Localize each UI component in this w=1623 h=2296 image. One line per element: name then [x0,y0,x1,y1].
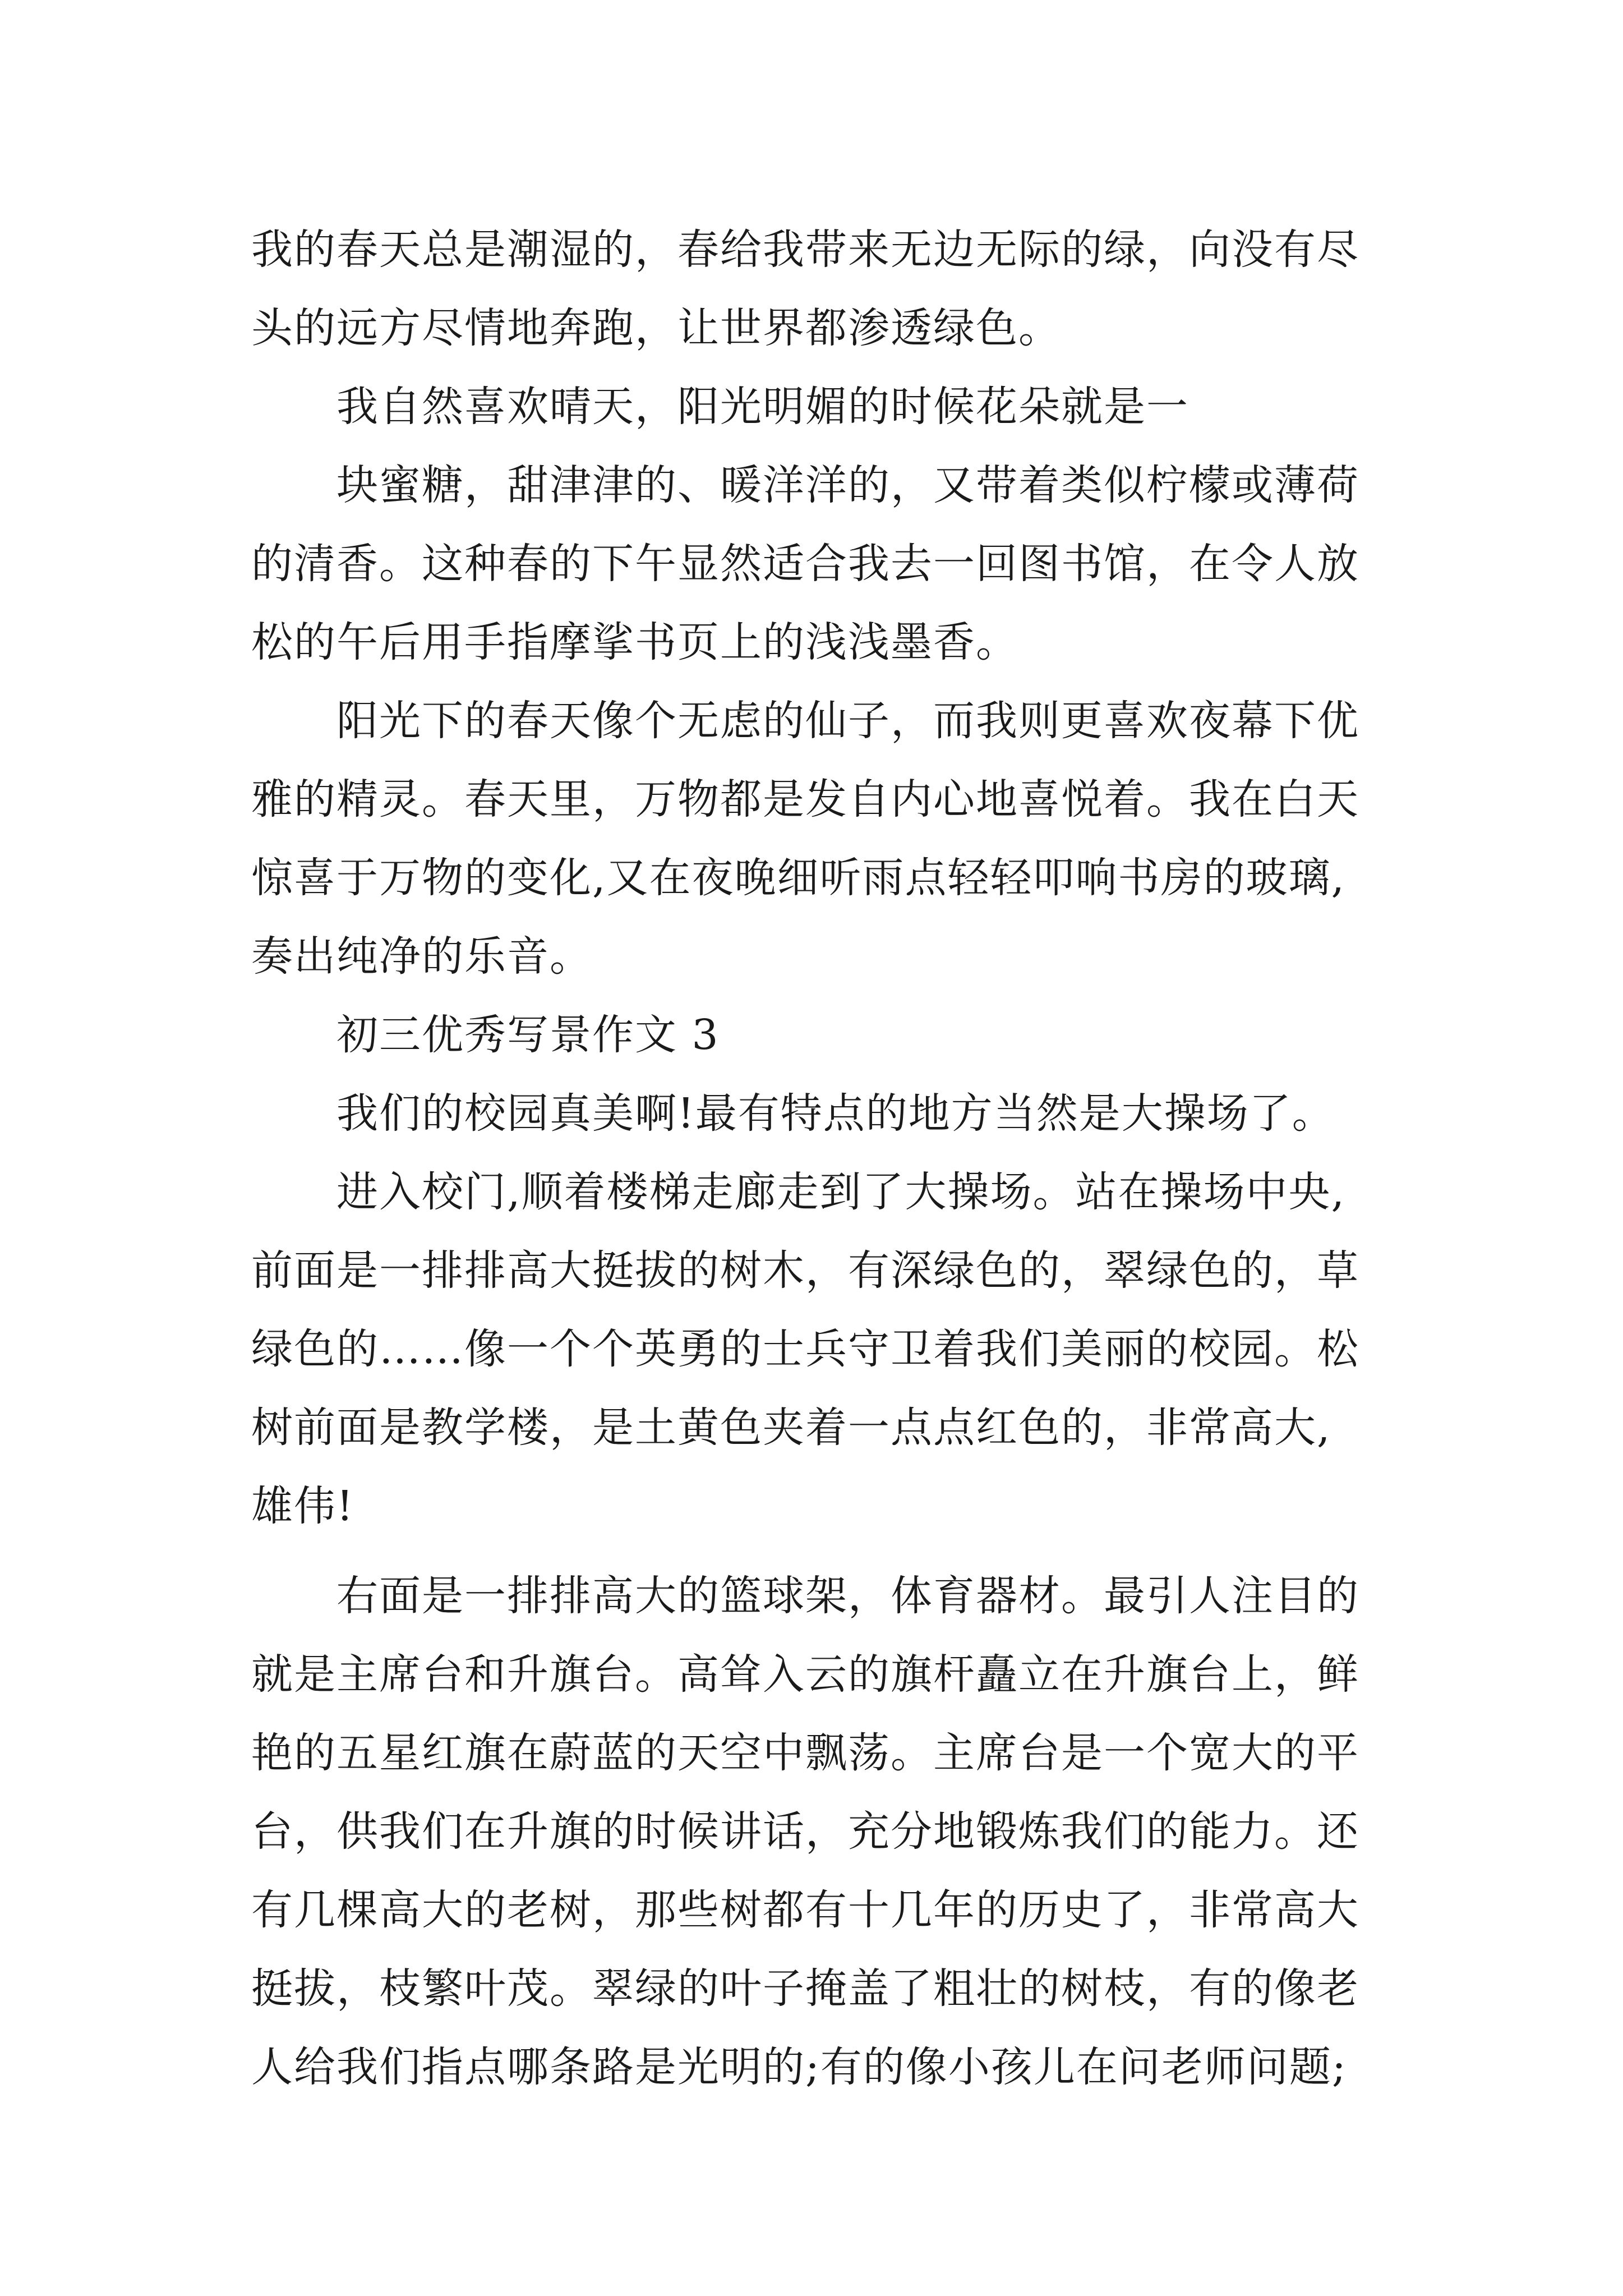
text-line: 人给我们指点哪条路是光明的;有的像小孩儿在问老师问题; [251,2043,1347,2091]
text-line: 树前面是教学楼，是土黄色夹着一点点红色的，非常高大, [251,1404,1331,1452]
text-line: 我们的校园真美啊!最有特点的地方当然是大操场了。 [336,1089,1335,1138]
text-line: 的清香。这种春的下午显然适合我去一回图书馆，在令人放 [251,540,1359,588]
text-line: 松的午后用手指摩挲书页上的浅浅墨香。 [251,618,1018,666]
text-line: 雅的精灵。春天里，万物都是发自内心地喜悦着。我在白天 [251,775,1359,823]
text-line: 就是主席台和升旗台。高耸入云的旗杆矗立在升旗台上，鲜 [251,1650,1359,1699]
text-line: 我的春天总是潮湿的，春给我带来无边无际的绿，向没有尽 [251,226,1359,274]
text-line: 绿色的……像一个个英勇的士兵守卫着我们美丽的校园。松 [251,1325,1359,1373]
text-line: 台，供我们在升旗的时候讲话，充分地锻炼我们的能力。还 [251,1807,1359,1856]
text-line: 进入校门,顺着楼梯走廊走到了大操场。站在操场中央, [336,1168,1346,1216]
text-line: 有几棵高大的老树，那些树都有十几年的历史了，非常高大 [251,1886,1359,1934]
text-line: 惊喜于万物的变化,又在夜晚细听雨点轻轻叩响书房的玻璃, [251,854,1346,902]
text-line: 挺拔，枝繁叶茂。翠绿的叶子掩盖了粗壮的树枝，有的像老 [251,1964,1359,2013]
text-line: 我自然喜欢晴天，阳光明媚的时候花朵就是一 [336,383,1189,431]
text-line: 右面是一排排高大的篮球架，体育器材。最引人注目的 [336,1572,1359,1620]
text-line: 阳光下的春天像个无虑的仙子，而我则更喜欢夜幕下优 [336,697,1359,745]
text-line: 块蜜糖，甜津津的、暖洋洋的，又带着类似柠檬或薄荷 [336,461,1359,509]
text-line: 雄伟! [251,1482,354,1530]
text-line: 奏出纯净的乐音。 [251,932,592,981]
text-line: 头的远方尽情地奔跑，让世界都渗透绿色。 [251,304,1061,352]
section-heading: 初三优秀写景作文 3 [336,1011,720,1059]
text-line: 前面是一排排高大挺拔的树木，有深绿色的，翠绿色的，草 [251,1246,1359,1295]
text-line: 艳的五星红旗在蔚蓝的天空中飘荡。主席台是一个宽大的平 [251,1729,1359,1777]
